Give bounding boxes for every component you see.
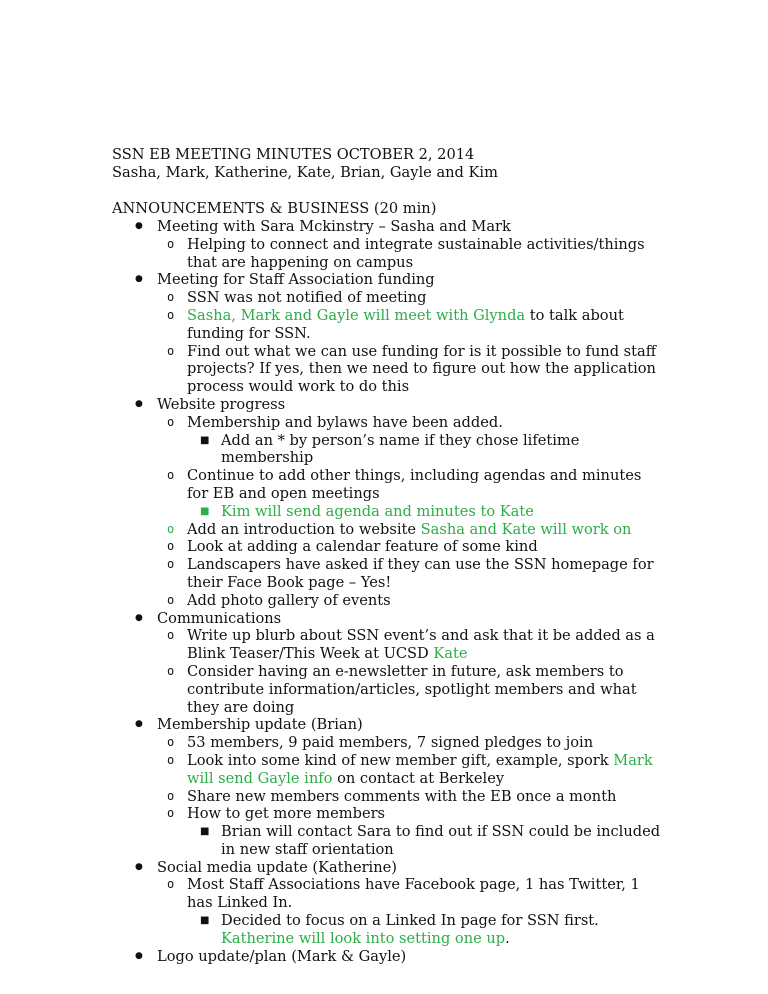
- square-bullet-icon: ■: [200, 915, 210, 927]
- circle-bullet-icon: o: [167, 735, 175, 750]
- subitem-text: Continue to add other things, including agendas and minutes for EB and open meetings: [187, 467, 642, 502]
- bullet-icon: ●: [135, 719, 143, 730]
- subitem: [167, 751, 667, 788]
- subitem-text: Landscapers have asked if they can use the SSN homepage for their Face Book page – Yes!: [187, 556, 654, 591]
- subitem: [167, 306, 667, 343]
- subitem-text-tail: on contact at Berkeley: [332, 769, 505, 787]
- topic-label: Communications: [157, 609, 282, 627]
- bullet-icon: ●: [135, 221, 143, 231]
- subitem: [167, 289, 667, 307]
- circle-bullet-icon: o: [167, 557, 175, 572]
- subitem: [167, 591, 667, 610]
- subitem-text: Share new members comments with the EB once a month: [187, 787, 617, 805]
- subsubitem: [200, 912, 667, 948]
- document-title: SSN EB MEETING MINUTES OCTOBER 2, 2014: [112, 146, 475, 163]
- action-item-highlight: Katherine will look into setting one up: [221, 929, 506, 947]
- circle-bullet-icon: o: [167, 663, 175, 678]
- circle-bullet-icon: o: [167, 290, 175, 305]
- subitem: [167, 413, 667, 467]
- subitem-text: Look into some kind of new member gift, example, spork: [187, 751, 614, 769]
- subsubitem: [200, 823, 667, 859]
- circle-bullet-icon: o: [167, 806, 175, 821]
- topic-label: Social media update (Katherine): [157, 858, 397, 876]
- circle-bullet-icon: o: [167, 752, 175, 767]
- subitem: [167, 556, 667, 592]
- topic-label: Website progress: [157, 395, 286, 413]
- bullet-icon: ●: [135, 950, 143, 961]
- subitem-text: Membership and bylaws have been added.: [187, 413, 503, 431]
- circle-bullet-icon: o: [167, 468, 175, 483]
- circle-bullet-icon: o: [167, 592, 175, 607]
- bullet-icon: ●: [135, 612, 143, 623]
- subitem: [167, 876, 667, 947]
- subitem-text: to talk about funding for SSN.: [187, 306, 624, 342]
- subitem: [167, 538, 667, 556]
- agenda-list: [135, 218, 667, 965]
- topic-label: Membership update (Brian): [157, 716, 363, 734]
- square-bullet-icon: ■: [200, 434, 210, 446]
- topic-item: [135, 395, 667, 610]
- subitem-text: Most Staff Associations have Facebook page, 1 has Twitter, 1 has Linked In.: [187, 876, 640, 912]
- action-item-highlight: Kim will send agenda and minutes to Kate: [221, 502, 534, 520]
- action-item-highlight: Sasha and Kate will work on: [420, 520, 632, 538]
- subitem-text: How to get more members: [187, 805, 386, 823]
- circle-bullet-icon: o: [167, 343, 175, 358]
- subitem: [167, 662, 667, 716]
- subitem: [167, 627, 667, 663]
- circle-bullet-icon: o: [167, 628, 175, 643]
- square-bullet-icon: ■: [200, 826, 210, 838]
- subitem-text: 53 members, 9 paid members, 7 signed pledges to join: [187, 734, 594, 752]
- subitem: [167, 805, 667, 858]
- subsubitem-text: Add an * by person’s name if they chose lifetime membership: [221, 431, 580, 467]
- topic-item: [135, 218, 667, 271]
- circle-bullet-icon: o: [167, 521, 175, 536]
- topic-label: Logo update/plan (Mark & Gayle): [157, 947, 407, 965]
- topic-label: Meeting with Sara Mckinstry – Sasha and Mark: [157, 218, 511, 235]
- circle-bullet-icon: o: [167, 539, 175, 554]
- bullet-icon: ●: [135, 398, 143, 409]
- subitem-text: SSN was not notified of meeting: [187, 289, 427, 307]
- subitem-text: Helping to connect and integrate sustainable activities/things that are happening on campus: [187, 235, 645, 271]
- section-heading: ANNOUNCEMENTS & BUSINESS (20 min): [112, 200, 437, 217]
- topic-item: [135, 947, 667, 966]
- circle-bullet-icon: o: [167, 877, 175, 892]
- subitem-text: Add photo gallery of events: [187, 591, 391, 609]
- topic-item: [135, 609, 667, 717]
- topic-label: Meeting for Staff Association funding: [157, 271, 435, 289]
- subitem-text: Add an introduction to website: [187, 520, 421, 538]
- subitem-text: Find out what we can use funding for is it possible to fund staff projects? If yes, then we need to figure out how the application process would work to do this: [187, 342, 657, 396]
- subitem: [167, 787, 667, 806]
- subitem: [167, 520, 667, 539]
- subsubitem-text: Decided to focus on a Linked In page for SSN first.: [221, 912, 599, 930]
- subitem-text: Look at adding a calendar feature of some kind: [187, 538, 538, 556]
- circle-bullet-icon: o: [167, 236, 175, 251]
- subitem-text: Write up blurb about SSN event’s and ask that it be added as a Blink Teaser/This Week at UCSD: [187, 627, 655, 663]
- subsubitem-text-tail: .: [505, 929, 510, 947]
- subsubitem-text: Brian will contact Sara to find out if SSN could be included in new staff orientation: [221, 823, 661, 858]
- subsubitem: [200, 502, 667, 521]
- topic-item: [135, 271, 667, 396]
- topic-item: [135, 858, 667, 948]
- action-item-highlight: Sasha, Mark and Gayle will meet with Glynda: [187, 306, 526, 324]
- square-bullet-icon: ■: [200, 505, 210, 517]
- subsubitem: [200, 431, 667, 468]
- bullet-icon: ●: [135, 861, 143, 872]
- subitem: [167, 235, 667, 272]
- subitem-text: Consider having an e-newsletter in future, ask members to contribute information/articles, spotlight members and what they are doing: [187, 662, 637, 716]
- bullet-icon: ●: [135, 274, 143, 285]
- subitem: [167, 734, 667, 752]
- subitem: [167, 467, 667, 520]
- circle-bullet-icon: o: [167, 788, 175, 803]
- topic-item: [135, 716, 667, 858]
- attendees-line: Sasha, Mark, Katherine, Kate, Brian, Gayle and Kim: [112, 164, 498, 181]
- circle-bullet-icon: o: [167, 307, 175, 322]
- subitem: [167, 342, 667, 396]
- action-item-highlight: Mark will send Gayle info: [187, 751, 653, 787]
- action-item-highlight: Kate: [433, 645, 468, 663]
- circle-bullet-icon: o: [167, 414, 175, 429]
